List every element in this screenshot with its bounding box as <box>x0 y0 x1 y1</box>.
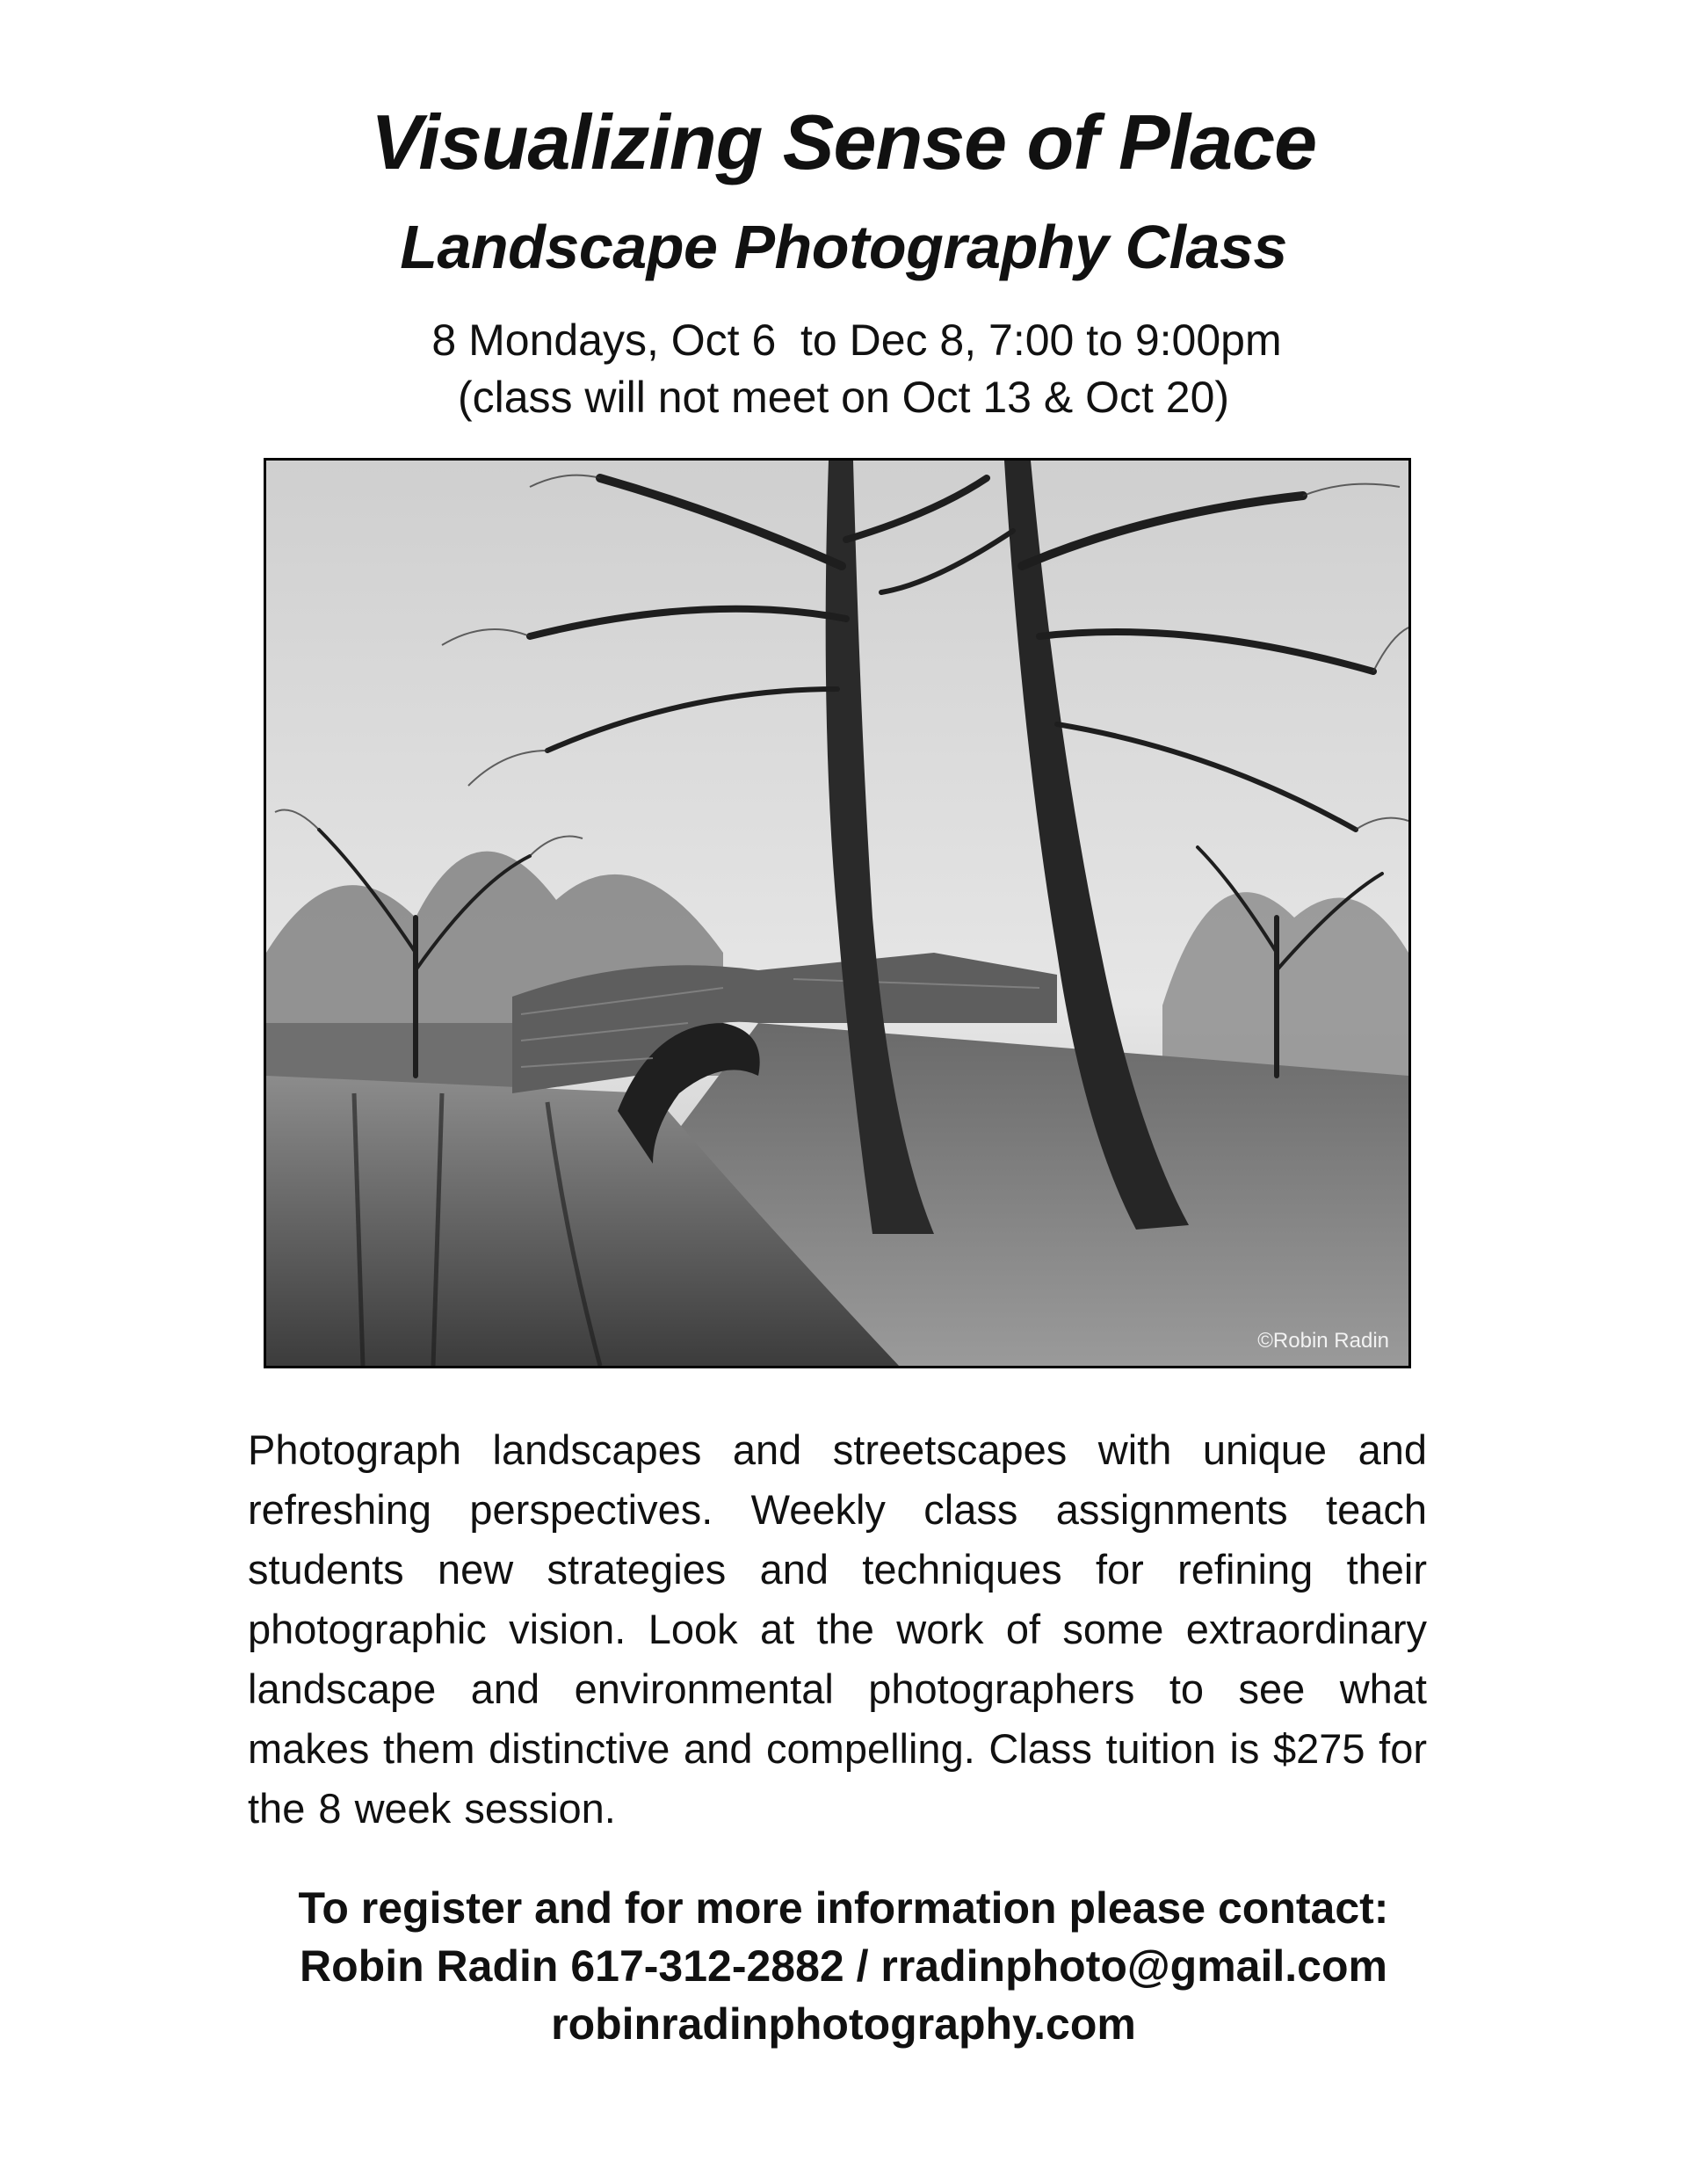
schedule-dates: 8 Mondays, Oct 6 to Dec 8, 7:00 to 9:00pm <box>431 316 1282 365</box>
contact-intro: To register and for more information please contact: <box>298 1883 1389 1933</box>
photo-credit: ©Robin Radin <box>1257 1329 1389 1353</box>
contact-block <box>0 1879 1687 2053</box>
flyer-subtitle: Landscape Photography Class <box>400 213 1287 281</box>
contact-website: robinradinphotography.com <box>551 1999 1136 2049</box>
bridge-trees-illustration <box>266 461 1408 1366</box>
contact-details: Robin Radin 617-312-2882 / rradinphoto@gmail.com <box>300 1941 1387 1991</box>
class-description: Photograph landscapes and streetscapes with unique and refreshing perspectives. Weekly class assignments teach students new strategies and techniques for refining their photographic vision. Look at the work of some extraordinary landscape and environmental photographers to see what makes them distinctive and compelling. Class tuition is $275 for the 8 week session. <box>248 1426 1427 1832</box>
landscape-photo <box>264 458 1411 1368</box>
schedule-note: (class will not meet on Oct 13 & Oct 20) <box>457 373 1230 422</box>
flyer-title: Visualizing Sense of Place <box>370 98 1317 185</box>
